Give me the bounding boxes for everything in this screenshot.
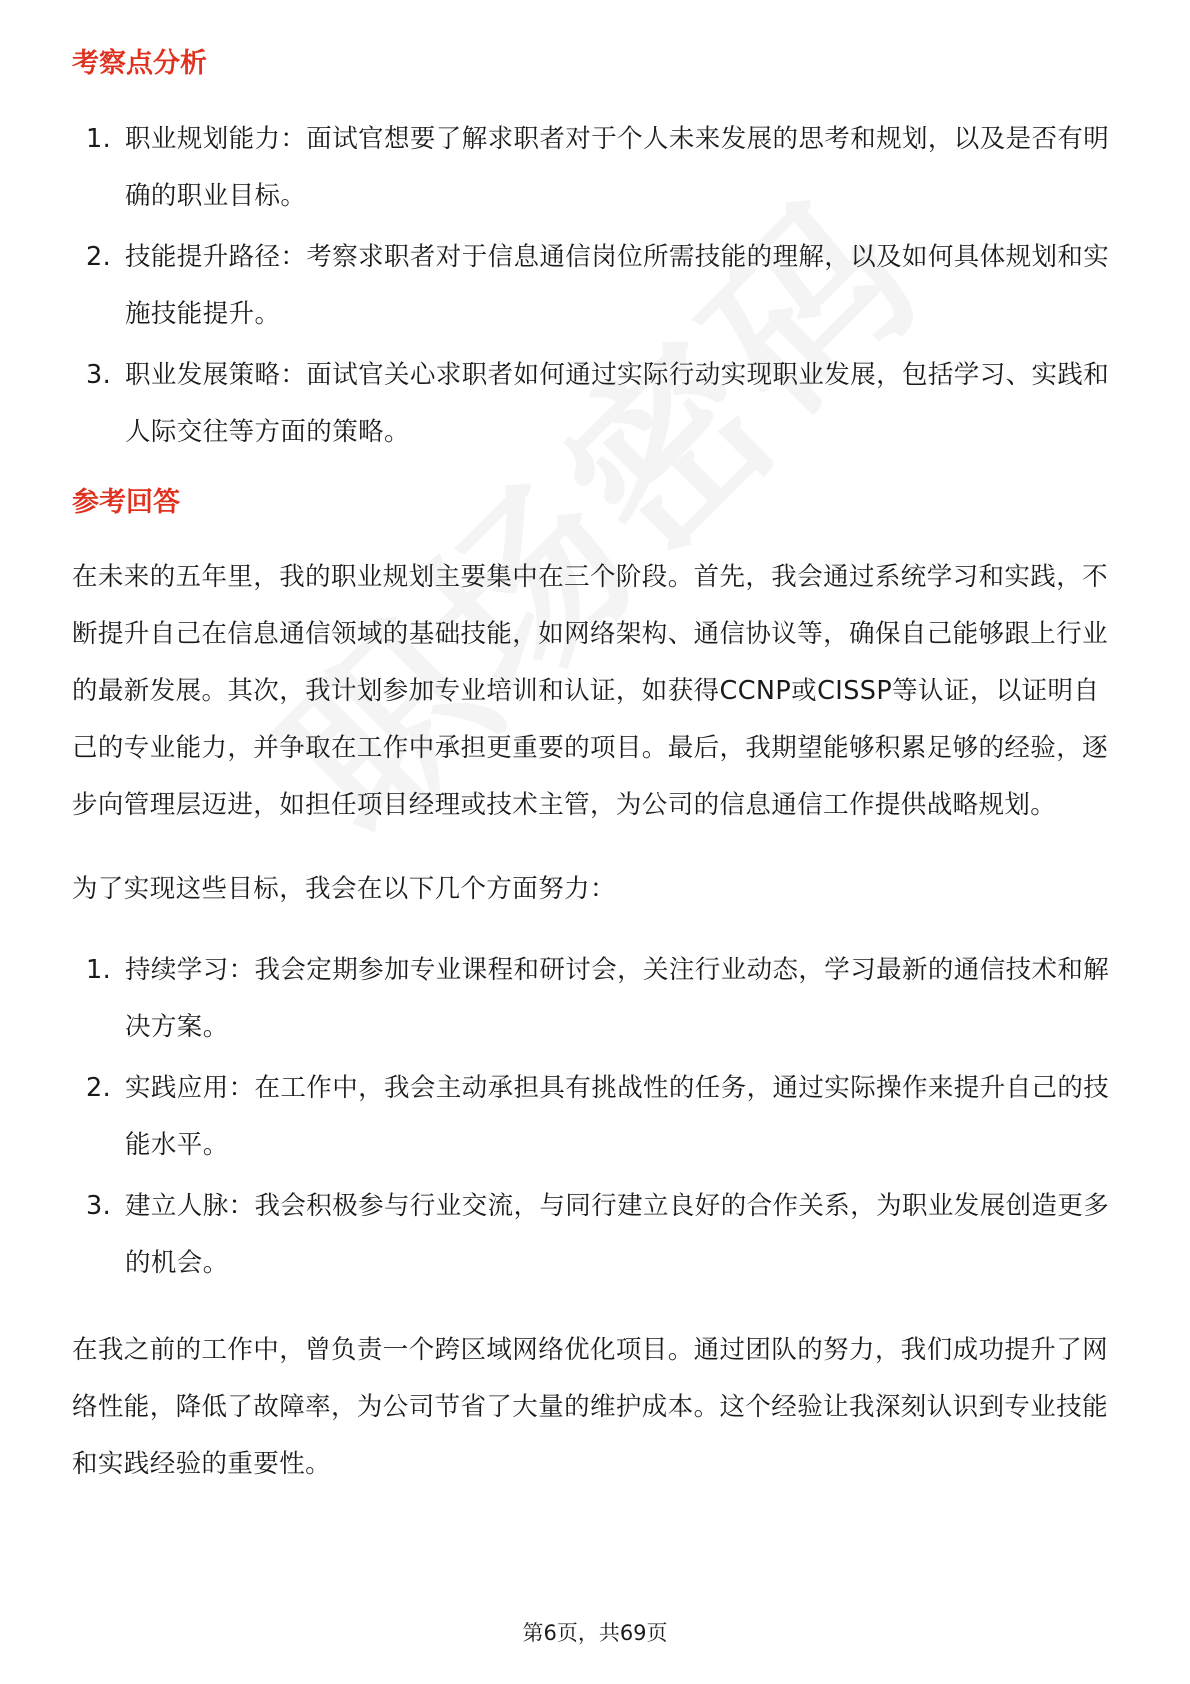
- list-item: [72, 111, 1118, 225]
- page-number: 第6页，共69页: [522, 1621, 668, 1645]
- list-item-text: 技能提升路径：考察求职者对于信息通信岗位所需技能的理解，以及如何具体规划和实施技能提升。: [125, 242, 1110, 329]
- list-item-text: 建立人脉：我会积极参与行业交流，与同行建立良好的合作关系，为职业发展创造更多的机会。: [125, 1191, 1110, 1278]
- list-number: 3.: [86, 360, 112, 390]
- list-number: 3.: [86, 1191, 112, 1221]
- section-title-answer: 参考回答: [72, 487, 180, 518]
- list-item: [72, 347, 1118, 461]
- list-number: 2.: [86, 242, 112, 272]
- analysis-list: [72, 111, 1118, 461]
- list-number: 1.: [86, 955, 112, 985]
- list-item: [72, 1060, 1118, 1174]
- list-item: [72, 1178, 1118, 1292]
- answer-paragraph-1: 在未来的五年里，我的职业规划主要集中在三个阶段。首先，我会通过系统学习和实践，不断提升自己在信息通信领域的基础技能，如网络架构、通信协议等，确保自己能够跟上行业的最新发展。其次，我计划参加专业培训和认证，如获得CCNP或CISSP等认证，以证明自己的专业能力，并争取在工作中承担更重要的项目。最后，我期望能够积累足够的经验，逐步向管理层迈进，如担任项目经理或技术主管，为公司的信息通信工作提供战略规划。: [72, 562, 1109, 820]
- list-item: [72, 229, 1118, 343]
- list-number: 2.: [86, 1073, 112, 1103]
- list-number: 1.: [86, 124, 112, 154]
- section-title-analysis: 考察点分析: [72, 48, 207, 79]
- list-item-text: 实践应用：在工作中，我会主动承担具有挑战性的任务，通过实际操作来提升自己的技能水平。: [125, 1073, 1110, 1160]
- list-item: [72, 942, 1118, 1056]
- answer-paragraph-2: 为了实现这些目标，我会在以下几个方面努力：: [72, 874, 616, 904]
- list-item-text: 职业规划能力：面试官想要了解求职者对于个人未来发展的思考和规划，以及是否有明确的职业目标。: [125, 124, 1110, 211]
- page-content: [72, 44, 1118, 1493]
- list-item-text: 职业发展策略：面试官关心求职者如何通过实际行动实现职业发展，包括学习、实践和人际交往等方面的策略。: [125, 360, 1110, 447]
- list-item-text: 持续学习：我会定期参加专业课程和研讨会，关注行业动态，学习最新的通信技术和解决方案。: [125, 955, 1110, 1042]
- goals-list: [72, 942, 1118, 1292]
- answer-paragraph-3: 在我之前的工作中，曾负责一个跨区域网络优化项目。通过团队的努力，我们成功提升了网络性能，降低了故障率，为公司节省了大量的维护成本。这个经验让我深刻认识到专业技能和实践经验的重要性。: [72, 1335, 1109, 1479]
